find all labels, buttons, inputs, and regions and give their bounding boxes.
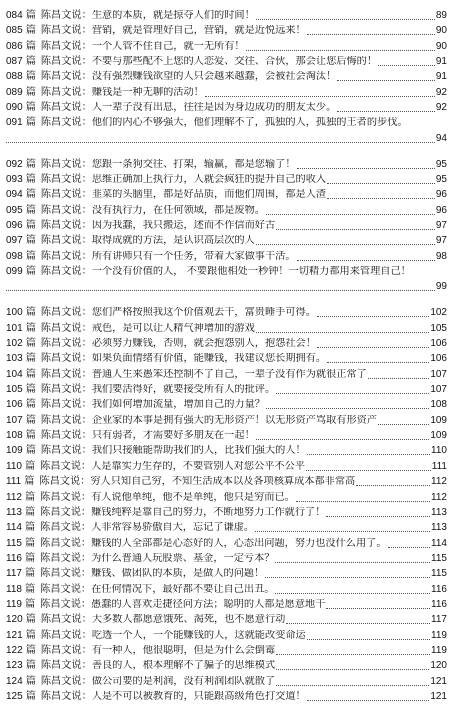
entry-number: 111: [6, 476, 22, 488]
entry-number: 100: [6, 307, 23, 319]
entry-page-number: 95: [435, 158, 447, 170]
entry-title: 企业家的本事是拥有强大的无形资产！以无形资产骂取有形资产: [91, 414, 378, 426]
entry-number: 123: [6, 660, 23, 672]
entry-pian: 篇: [25, 174, 36, 185]
entry-title: 没有执行力，在任何领域，都是废物。: [91, 204, 265, 216]
entry-author: 陈昌文说：: [40, 445, 92, 457]
entry-title: 人是靠实力生存的，不要管别人对您公平不公平: [91, 460, 306, 472]
entry-number: 105: [6, 384, 23, 396]
entry-author: 陈昌文说：: [40, 338, 92, 349]
dot-leader: [378, 55, 435, 66]
dot-leader: [205, 86, 435, 97]
entry-author: 陈昌文说：: [40, 430, 92, 442]
entry-number: 089: [6, 86, 23, 98]
entry-title: 您跟一条狗交往、打架，输赢，都是您输了！: [91, 158, 296, 170]
entry-title: 所有讲师只有一个任务，带着大家做事干活。: [91, 250, 296, 262]
entry-author: 陈昌文说：: [40, 250, 92, 262]
entry-page-number: 111: [431, 460, 447, 472]
dot-leader: [317, 337, 429, 348]
entry-page-number: 106: [430, 338, 447, 349]
entry-author: 陈昌文说：: [40, 598, 92, 610]
entry-author: 陈昌文说：: [40, 645, 92, 656]
entry-page-number: 119: [431, 629, 447, 641]
entry-title: 人一辈子没有出息，往往是因为身边成功的朋友太少。: [91, 102, 337, 114]
entry-page-number: 89: [435, 10, 447, 21]
entry-pian: 篇: [25, 660, 36, 672]
entry-title: 大多数人都愿意饿死、渴死，也不愿意行动: [91, 614, 286, 626]
entry-number: 118: [6, 583, 22, 595]
entry-page-number: 105: [430, 322, 447, 334]
entry-number: 104: [6, 368, 23, 380]
entry-author: 陈昌文说：: [40, 322, 92, 334]
entry-pian: 篇: [25, 629, 36, 641]
toc-entry-continuation[interactable]: [6, 127, 447, 145]
entry-pian: 篇: [25, 353, 36, 365]
entry-pian: 篇: [25, 322, 36, 334]
entry-number: 101: [6, 322, 23, 334]
entry-number: 091: [6, 117, 23, 129]
entry-author: 陈昌文说：: [40, 220, 92, 232]
entry-author: 陈昌文说：: [40, 368, 92, 380]
entry-pian: 篇: [25, 399, 36, 411]
entry-page-number: 91: [435, 71, 447, 83]
entry-author: 陈昌文说：: [40, 691, 92, 703]
entry-author: 陈昌文说：: [40, 235, 92, 247]
entry-page-number: 114: [431, 537, 447, 549]
entry-author: 陈昌文说：: [40, 522, 92, 534]
entry-page-number: 92: [435, 86, 447, 98]
dot-leader: [337, 70, 435, 81]
entry-pian: 篇: [25, 338, 36, 349]
entry-number: 088: [6, 71, 23, 83]
dot-leader: [296, 491, 430, 502]
entry-page-number: 107: [430, 368, 447, 380]
entry-page-number: 92: [435, 102, 447, 114]
entry-title: 有人说他单纯，他不是单纯，他只是穷而已。: [91, 491, 295, 503]
dot-leader: [297, 158, 435, 169]
entry-author: 陈昌文说：: [40, 537, 92, 549]
entry-page-number: 98: [435, 250, 447, 262]
entry-page-number: 112: [431, 491, 447, 503]
entry-number: 119: [6, 598, 22, 610]
entry-number: 112: [6, 491, 22, 503]
entry-pian: 篇: [24, 583, 36, 595]
entry-pian: 篇: [25, 56, 36, 68]
entry-title: 韭菜的头脑里，都是好品质，而他们周围，都是人渣: [91, 189, 327, 201]
dot-leader: [307, 444, 430, 455]
entry-title: 穷人只知自己穷，不知生活成本以及各项核算成本都非常高: [90, 476, 356, 488]
entry-number: 096: [6, 220, 23, 232]
entry-title: 赚钱纯粹是靠自己的努力，不断地努力工作就行了！: [91, 506, 326, 518]
entry-page-number: 90: [435, 40, 447, 52]
entry-page-number: 108: [430, 399, 447, 411]
entry-pian: 篇: [24, 568, 36, 580]
entry-page-number: 96: [435, 189, 447, 201]
entry-pian: 篇: [24, 552, 36, 564]
dot-leader: [327, 188, 435, 199]
dot-leader: [266, 204, 435, 215]
entry-page-number: 96: [435, 204, 447, 216]
entry-title: 赚钱、做团队的本质，是做人的问题！: [91, 568, 265, 580]
entry-page-number: 117: [431, 614, 447, 626]
dot-leader: [255, 521, 430, 532]
entry-author: 陈昌文说：: [40, 204, 92, 216]
entry-author: 陈昌文说：: [40, 675, 92, 687]
entry-author: 陈昌文说：: [40, 117, 92, 129]
entry-page-number: 110: [431, 445, 447, 457]
entry-author: 陈昌文说：: [40, 552, 92, 564]
dot-leader: [265, 567, 430, 578]
dot-leader: [306, 460, 431, 471]
entry-number: 114: [6, 522, 22, 534]
entry-author: 陈昌文说：: [40, 307, 92, 319]
entry-pian: 篇: [25, 445, 36, 457]
entry-number: 097: [6, 235, 23, 247]
entry-pian: 篇: [25, 189, 36, 201]
entry-author: 陈昌文说：: [40, 414, 92, 426]
entry-pian: 篇: [24, 476, 35, 488]
entry-page-number: 115: [431, 568, 447, 580]
entry-page-number: 91: [435, 56, 447, 68]
entry-number: 106: [6, 399, 23, 411]
entry-number: 087: [6, 56, 23, 68]
dot-leader: [327, 173, 435, 184]
entry-pian: 篇: [25, 71, 36, 83]
entry-number: 094: [6, 189, 23, 201]
entry-title: 人非常容易骄傲自大，忘记了谦虚。: [91, 522, 255, 534]
entry-number: 084: [6, 10, 23, 21]
entry-author: 陈昌文说：: [39, 476, 91, 488]
entry-page-number: 112: [431, 476, 447, 488]
entry-pian: 篇: [24, 460, 36, 472]
entry-title: 不要与那些配不上您的人恋爱、交往、合伙，那会让您后悔的！: [91, 56, 378, 68]
entry-number: 092: [6, 158, 23, 170]
entry-author: 陈昌文说：: [40, 583, 92, 595]
entry-title: 我们要活得好，就要接受所有人的批评。: [91, 384, 276, 396]
entry-author: 陈昌文说：: [40, 40, 92, 52]
entry-title: 在任何情况下，最好都不要让自己出丑。: [91, 583, 275, 595]
entry-author: 陈昌文说：: [40, 460, 92, 472]
entry-pian: 篇: [25, 102, 36, 114]
entry-title: 戒色，是可以让人精气神增加的游戏: [91, 322, 255, 334]
entry-page-number: 90: [435, 25, 447, 37]
entry-number: 122: [6, 645, 23, 656]
dot-leader: [317, 306, 429, 317]
entry-page-number: 99: [435, 281, 447, 293]
entry-title: 没有强烈赚钱欲望的人只会越来越蠢，会被社会淘汰！: [91, 71, 337, 83]
dot-leader: [256, 234, 435, 245]
entry-title: 愚蠢的人喜欢走捷径问方法；聪明的人都是愿意地干: [91, 598, 326, 610]
entry-number: 120: [6, 614, 23, 626]
entry-pian: 篇: [25, 250, 36, 262]
entry-pian: 篇: [25, 430, 36, 442]
entry-title: 赚钱的人全部都是心态好的人，心态出问题，努力也没什么用了。: [91, 537, 387, 549]
entry-pian: 篇: [25, 675, 36, 687]
entry-page-number: 120: [430, 660, 447, 672]
entry-title: 取得成就的方法，是认识高层次的人: [91, 235, 255, 247]
entry-title: 吃透一个人，一个能赚钱的人，这就能改变命运: [91, 629, 306, 641]
dot-leader: [276, 219, 435, 230]
entry-author: 陈昌文说：: [40, 614, 92, 626]
entry-number: 107: [6, 414, 23, 426]
entry-pian: 篇: [24, 506, 36, 518]
entry-number: 090: [6, 102, 23, 114]
entry-pian: 篇: [25, 158, 36, 170]
entry-pian: 篇: [25, 614, 36, 626]
dot-leader: [275, 583, 430, 594]
dot-leader: [276, 383, 429, 394]
entry-author: 陈昌文说：: [40, 71, 92, 83]
entry-pian: 篇: [24, 598, 36, 610]
entry-author: 陈昌文说：: [40, 506, 92, 518]
entry-title: 如果负面情绪有价值，能赚钱，我建议您长期拥有。: [91, 353, 327, 365]
entry-number: 113: [6, 506, 22, 518]
entry-author: 陈昌文说：: [40, 25, 92, 37]
entry-page-number: 113: [431, 522, 447, 534]
entry-pian: 篇: [24, 491, 36, 503]
dot-leader: [307, 690, 430, 701]
entry-page-number: 116: [431, 598, 447, 610]
entry-page-number: 107: [430, 384, 447, 396]
entry-pian: 篇: [25, 117, 36, 129]
entry-pian: 篇: [25, 266, 36, 278]
entry-page-number: 109: [430, 414, 447, 426]
entry-number: 121: [6, 629, 23, 641]
entry-page-number: 97: [435, 220, 447, 232]
entry-title: 有一种人，他很聪明，但是为什么会倒霉: [91, 645, 276, 656]
entry-page-number: 95: [435, 174, 447, 185]
entry-title: 思维正确加上执行力，人就会疯狂的提升自己的收入: [91, 174, 327, 185]
entry-number: 085: [6, 25, 23, 37]
entry-author: 陈昌文说：: [40, 102, 92, 114]
entry-author: 陈昌文说：: [40, 353, 92, 365]
dot-leader: [307, 629, 430, 640]
entry-author: 陈昌文说：: [40, 629, 92, 641]
entry-title: 只有弱者，才需要好多朋友在一起！: [91, 430, 255, 442]
entry-number: 093: [6, 174, 23, 185]
dot-leader: [378, 414, 429, 425]
entry-pian: 篇: [25, 204, 36, 216]
entry-pian: 篇: [25, 368, 36, 380]
dot-leader: [388, 537, 431, 548]
dot-leader: [256, 429, 430, 440]
entry-pian: 篇: [25, 10, 36, 21]
entry-number: 124: [6, 675, 23, 687]
entry-title: 您们严格按照我这个价值观去干，富贵睡手可得。: [91, 307, 316, 319]
entry-page-number: 94: [435, 132, 447, 144]
entry-pian: 篇: [25, 384, 36, 396]
entry-number: 108: [6, 430, 23, 442]
entry-number: 109: [6, 445, 23, 457]
entry-pian: 篇: [25, 25, 36, 37]
entry-pian: 篇: [25, 220, 36, 232]
entry-number: 125: [6, 691, 23, 703]
entry-title: 生意的本质，就是掠夺人们的时间！: [91, 10, 255, 21]
entry-pian: 篇: [25, 307, 36, 319]
entry-page-number: 121: [430, 675, 447, 687]
entry-author: 陈昌文说：: [40, 491, 92, 503]
entry-number: 098: [6, 250, 23, 262]
dot-leader: [356, 475, 430, 486]
entry-page-number: 97: [435, 235, 447, 247]
entry-author: 陈昌文说：: [40, 86, 92, 98]
dot-leader: [337, 101, 435, 112]
dot-leader: [297, 250, 435, 261]
entry-pian: 篇: [25, 645, 36, 656]
entry-author: 陈昌文说：: [40, 384, 92, 396]
entry-title: 一个没有价值的人， 不要跟他相处一秒钟！一切精力都用来管理自己！: [91, 266, 411, 278]
entry-number: 095: [6, 204, 23, 216]
dot-leader: [246, 40, 435, 51]
entry-pian: 篇: [25, 40, 36, 52]
dot-leader: [6, 280, 435, 291]
dot-leader: [276, 644, 430, 655]
entry-title: 人是不可以被教育的，只能跟高级角色打交道！: [91, 691, 306, 703]
entry-title: 一个人管不住自己，就一无所有！: [91, 40, 245, 52]
entry-number: 103: [6, 353, 23, 365]
entry-author: 陈昌文说：: [40, 174, 92, 185]
dot-leader: [326, 506, 430, 517]
toc-entry[interactable]: [6, 685, 447, 703]
entry-number: 117: [6, 568, 22, 580]
dot-leader: [256, 322, 430, 333]
entry-title: 我们如何增加流量，增加自己的力量？: [91, 399, 265, 411]
entry-title: 他们的内心不够强大，他们理解不了，孤独的人，孤独的王者的步伐。: [91, 117, 408, 129]
entry-page-number: 106: [430, 353, 447, 365]
entry-title: 普通人生来愚笨还控制不了自己，一辈子没有作为就很正常了: [91, 368, 367, 380]
entry-page-number: 115: [431, 552, 447, 564]
entry-pian: 篇: [25, 86, 36, 98]
entry-author: 陈昌文说：: [40, 568, 92, 580]
dot-leader: [256, 9, 435, 20]
entry-pian: 篇: [25, 691, 36, 703]
entry-title: 赚钱是一种无聊的活动！: [91, 86, 204, 98]
entry-page-number: 121: [430, 691, 447, 703]
entry-author: 陈昌文说：: [40, 660, 92, 672]
entry-pian: 篇: [24, 537, 36, 549]
dot-leader: [276, 675, 429, 686]
entry-page-number: 102: [430, 307, 447, 319]
entry-author: 陈昌文说：: [40, 56, 92, 68]
entry-title: 必须努力赚钱，否则，就会抱怨别人，抱怨社会！: [91, 338, 316, 349]
entry-author: 陈昌文说：: [40, 158, 92, 170]
dot-leader: [326, 598, 430, 609]
dot-leader: [307, 24, 435, 35]
entry-page-number: 113: [431, 506, 447, 518]
entry-title: 我们只接触能帮助我们的人，比我们强大的人！: [91, 445, 306, 457]
entry-pian: 篇: [25, 235, 36, 247]
entry-number: 115: [6, 537, 22, 549]
entry-author: 陈昌文说：: [40, 399, 92, 411]
entry-number: 086: [6, 40, 23, 52]
toc-entry-continuation[interactable]: [6, 275, 447, 293]
entry-number: 099: [6, 266, 23, 278]
entry-number: 116: [6, 552, 22, 564]
dot-leader: [266, 398, 429, 409]
entry-page-number: 109: [430, 430, 447, 442]
dot-leader: [6, 132, 435, 143]
entry-title: 为什么普通人玩股票、基金，一定亏本？: [91, 552, 275, 564]
entry-page-number: 119: [431, 645, 447, 656]
entry-author: 陈昌文说：: [40, 10, 92, 21]
dot-leader: [276, 659, 429, 670]
entry-page-number: 116: [431, 583, 447, 595]
dot-leader: [368, 368, 429, 379]
dot-leader: [275, 552, 430, 563]
entry-title: 善良的人，根本理解不了骗子的思维模式: [91, 660, 276, 672]
entry-pian: 篇: [24, 522, 36, 534]
entry-title: 做公司要的是利润，没有利润团队就散了: [91, 675, 276, 687]
entry-author: 陈昌文说：: [40, 266, 92, 278]
entry-author: 陈昌文说：: [40, 189, 92, 201]
entry-number: 110: [6, 460, 22, 472]
dot-leader: [327, 352, 429, 363]
entry-pian: 篇: [25, 414, 36, 426]
entry-title: 因为我蠢，我只搬运，述而不作信而好古: [91, 220, 276, 232]
dot-leader: [286, 613, 430, 624]
entry-number: 102: [6, 338, 23, 349]
entry-title: 营销，就是管理好自己，营销，就是近悦远来！: [91, 25, 306, 37]
